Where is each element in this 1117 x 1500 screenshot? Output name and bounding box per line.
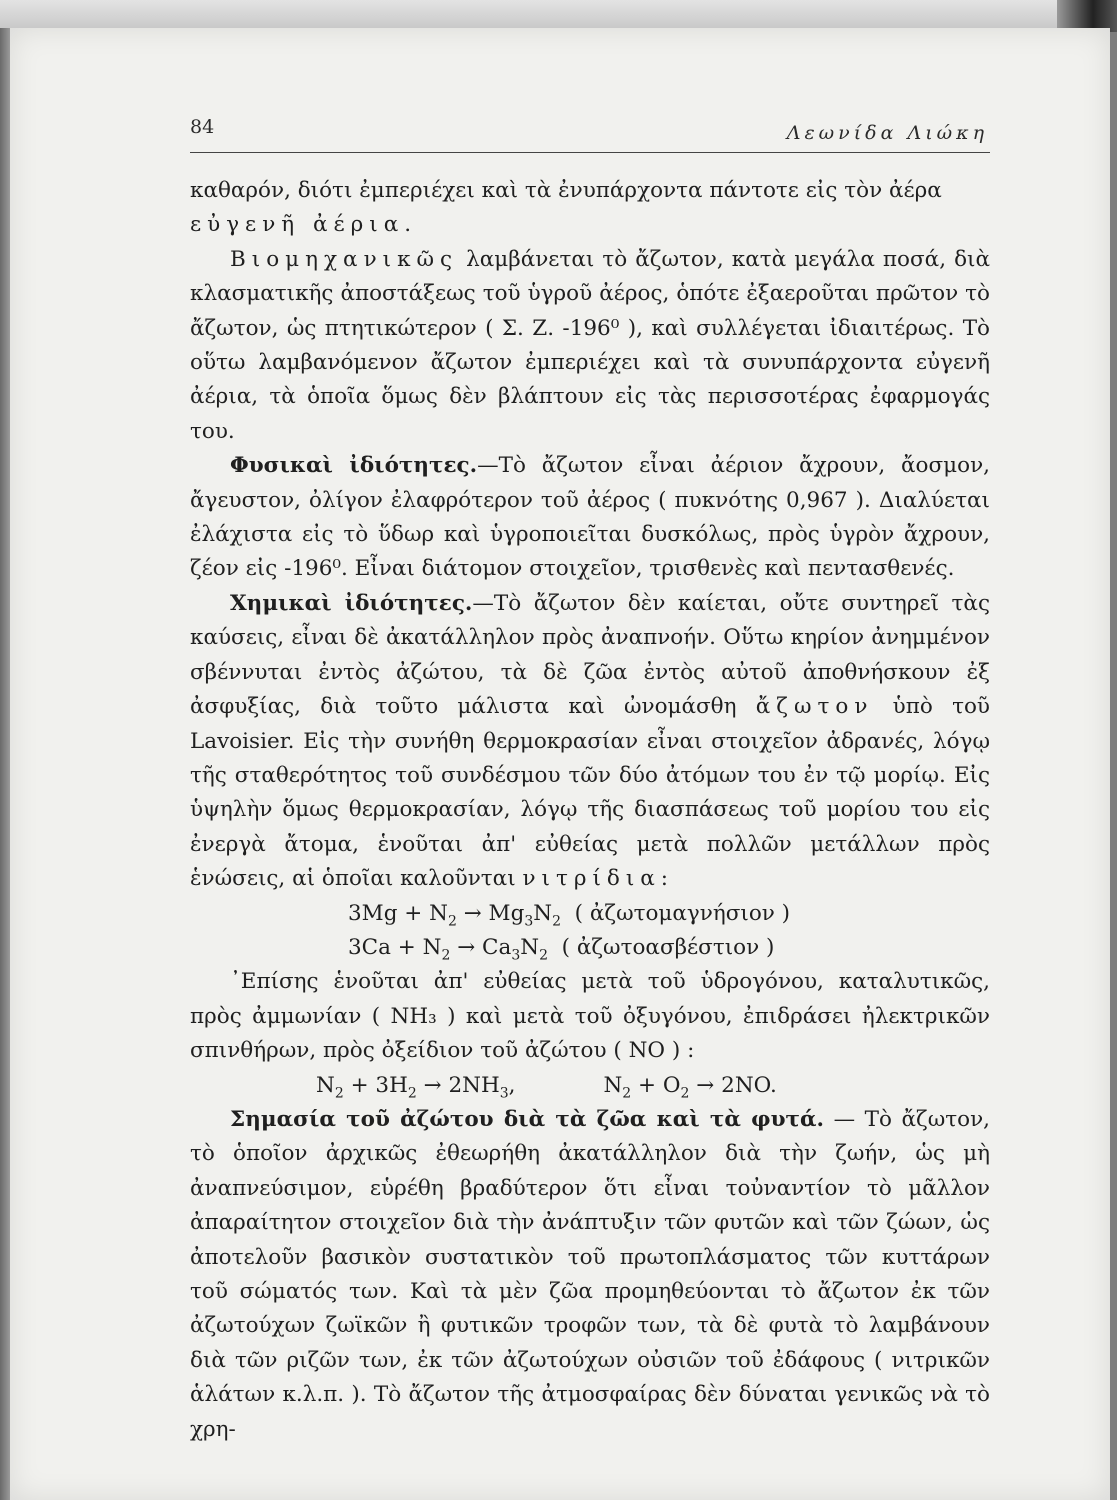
running-head: Λεωνίδα Λιώκη (786, 122, 988, 144)
paragraph-physical (190, 449, 990, 587)
paragraph-chemical (190, 587, 990, 897)
paragraph-text: λαμβάνεται τὸ ἄζωτον, κατὰ μεγάλα ποσά, διὰ κλασματικῆς ἀποστάξεως τοῦ ὑγροῦ ἀέρος, ὁπότε ἐξαεροῦται πρῶτον τὸ ἄζωτον, ὡς πτητικώτερον ( Σ. Ζ. -196⁰ ), καὶ συλλέγεται ἰδιαιτέρως. Τὸ οὕτω λαμβανόμενον ἄζωτον ἐμπεριέχει καὶ τὰ συνυπάρχοντα εὐγενῆ ἀέρια, τὰ ὁποῖα ὅμως δὲν βλάπτουν εἰς τὰς περισσοτέρας ἐφαρμογάς του. (190, 246, 990, 444)
paragraph-ammonia (190, 965, 990, 1068)
paragraph-industrial (190, 243, 990, 449)
equation-calcium: $3Ca + N_2 \to Ca_3N_2$ ( ἀζωτοασβέστιον ) (348, 934, 775, 964)
paragraph-text: ᾿Επίσης ἑνοῦται ἀπ' εὐθείας μετὰ τοῦ ὑδρογόνου, καταλυτικῶς, πρὸς ἀμμωνίαν ( NH₃ ) καὶ μετὰ τοῦ ὀξυγόνου, ἐπιδράσει ἠλεκτρικῶν σπινθήρων, πρὸς ὀξείδιον τοῦ ἀζώτου ( NO ) : (190, 969, 990, 1064)
equation-note: ( ἀζωτομαγνήσιον ) (574, 900, 791, 926)
section-heading: Σημασία τοῦ ἀζώτου διὰ τὰ ζῶα καὶ τὰ φυτά. (230, 1106, 824, 1132)
paragraph-text: —Τὸ ἄζωτον δὲν καίεται, οὔτε συντηρεῖ τὰς καύσεις, εἶναι δὲ ἀκατάλληλον πρὸς ἀναπνοήν. Οὕτω κηρίον ἀνημμένον σβέννυται ἐντὸς ἀζώτου, τὰ δὲ ζῶα ἐντὸς αὐτοῦ ἀποθνήσκουν ἐξ ἀσφυξίας, διὰ τοῦτο μάλιστα καὶ ὠνομάσθη (190, 590, 990, 720)
scan-top-margin (0, 0, 1117, 28)
paragraph-text: — Τὸ ἄζωτον, τὸ ὁποῖον ἀρχικῶς ἐθεωρήθη ἀκατάλληλον διὰ τὴν ζωήν, ὡς μὴ ἀναπνεύσιμον, εὑρέθη βραδύτερον ὅτι εἶναι τοὐναντίον τὸ μᾶλλον ἀπαραίτητον στοιχεῖον διὰ τὴν ἀνάπτυξιν τῶν φυτῶν καὶ τῶν ζώων, ὡς ἀποτελοῦν βασικὸν συστατικὸν τοῦ πρωτοπλάσματος τῶν κυττάρων τοῦ σώματός των. Καὶ τὰ μὲν ζῶα προμηθεύονται τὸ ἄζωτον ἐκ τῶν ἀζωτούχων ζωϊκῶν ἢ φυτικῶν τροφῶν των, τὰ δὲ φυτὰ τὸ λαμβάνουν διὰ τῶν ριζῶν των, ἐκ τῶν ἀζωτούχων οὐσιῶν τοῦ ἐδάφους ( νιτρικῶν ἁλάτων κ.λ.π. ). Τὸ ἄζωτον τῆς ἀτμοσφαίρας δὲν δύναται γενικῶς νὰ τὸ χρη- (190, 1106, 990, 1442)
section-heading: Χημικαὶ ἰδιότητες. (230, 590, 473, 616)
page-body (190, 174, 990, 1447)
spaced-word: ἄζωτον (755, 694, 874, 720)
paragraph-text: καθαρόν, διότι ἐμπεριέχει καὶ τὰ ἐνυπάρχοντα πάντοτε εἰς τὸν ἀέρα (190, 178, 942, 203)
page-number: 84 (190, 116, 215, 138)
paragraph-importance (190, 1103, 990, 1447)
section-heading: Φυσικαὶ ἰδιότητες. (230, 453, 478, 479)
paragraph-continuation (190, 174, 990, 243)
equation-ammonia-no: $N_2 + 3H_2 \to 2NH_3$, $N_2 + O_2 \to 2NO$. (316, 1072, 777, 1101)
paragraph-text: —Τὸ ἄζωτον εἶναι ἀέριον ἄχρουν, ἄοσμον, ἄγευστον, ὀλίγον ἐλαφρότερον τοῦ ἀέρος ( πυκνότης 0,967 ). Διαλύεται ἐλάχιστα εἰς τὸ ὕδωρ καὶ ὑγροποιεῖται δυσκόλως, πρὸς ὑγρὸν ἄχρουν, ζέον εἰς -196⁰. Εἶναι διάτομον στοιχεῖον, τρισθενὲς καὶ πεντασθενές. (190, 453, 990, 582)
equation-magnesium: $3Mg + N_2 \to Mg_3N_2$ ( ἀζωτομαγνήσιον ) (348, 900, 791, 929)
paragraph-text: ὑπὸ τοῦ Lavoisier. Εἰς τὴν συνήθη θερμοκρασίαν εἶναι στοιχεῖον ἀδρανές, λόγῳ τῆς σταθερότητος τοῦ συνδέσμου τῶν δύο ἀτόμων του ἐν τῷ μορίῳ. Εἰς ὑψηλὴν ὅμως θερμοκρασίαν, λόγῳ τῆς διασπάσεως τοῦ μορίου του εἰς ἐνεργὰ ἄτομα, ἑνοῦται ἀπ' εὐθείας μετὰ πολλῶν μετάλλων πρὸς ἑνώσεις, αἱ ὁποῖαι καλοῦνται (190, 694, 990, 892)
page-header (190, 112, 990, 153)
spaced-word: νιτρίδια: (522, 866, 675, 892)
equation-note: ( ἀζωτοασβέστιον ) (561, 934, 775, 960)
scan-left-margin (0, 28, 10, 1500)
spaced-lead: Βιομηχανικῶς (230, 246, 459, 272)
spaced-text: εὐγενῆ ἀέρια. (190, 212, 418, 238)
